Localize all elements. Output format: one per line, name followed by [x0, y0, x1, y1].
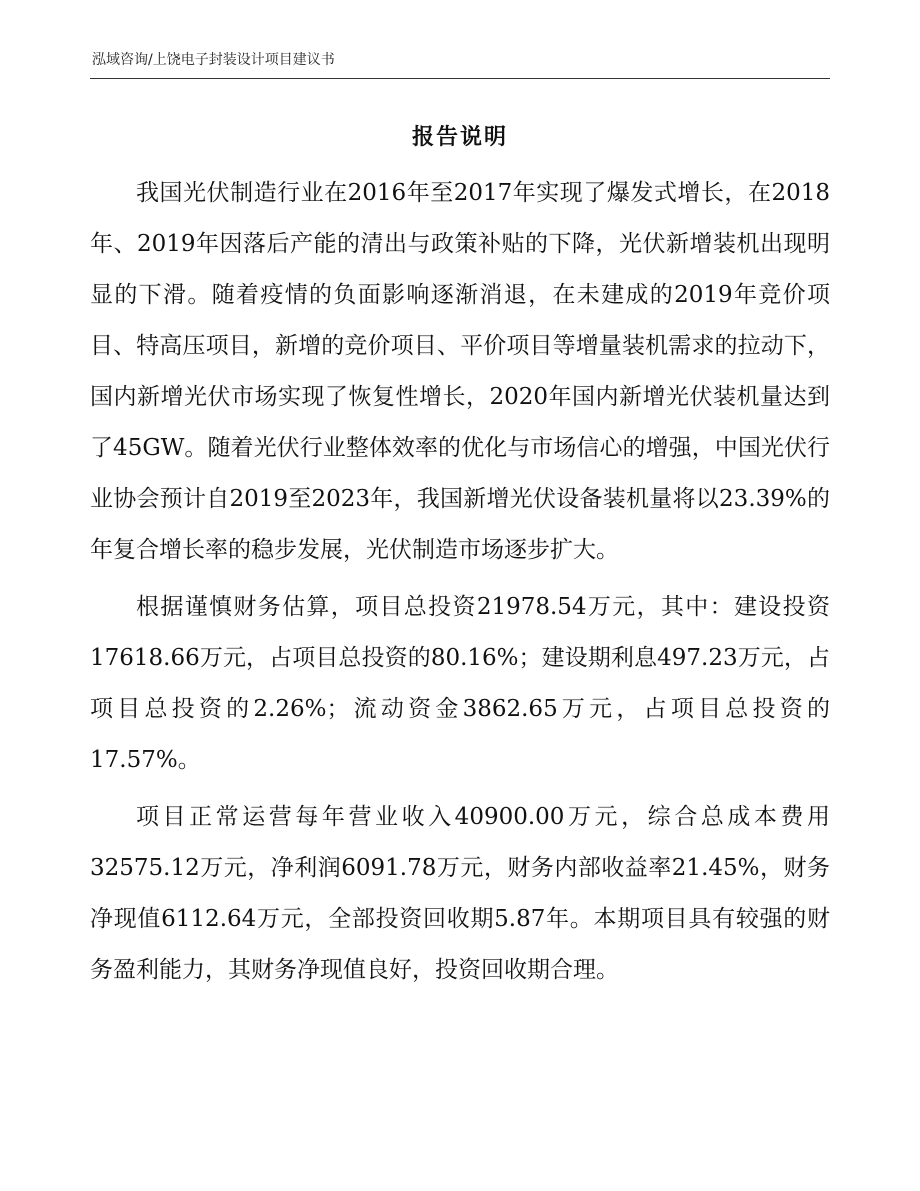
header-divider — [90, 78, 830, 79]
paragraph-investment-estimate: 根据谨慎财务估算，项目总投资21978.54万元，其中：建设投资17618.66万元，占项目总投资的80.16%；建设期利息497.23万元，占项目总投资的2.26%；流动资金3862.65万元，占项目总投资的17.57%。 — [90, 594, 830, 773]
section-title: 报告说明 — [411, 125, 508, 150]
report-body — [90, 168, 830, 996]
paragraph-financial-returns: 项目正常运营每年营业收入40900.00万元，综合总成本费用32575.12万元，净利润6091.78万元，财务内部收益率21.45%，财务净现值6112.64万元，全部投资回收期5.87年。本期项目具有较强的财务盈利能力，其财务净现值良好，投资回收期合理。 — [90, 804, 830, 983]
document-header: 泓域咨询/上饶电子封装设计项目建议书 — [92, 52, 335, 68]
paragraph-industry-overview: 我国光伏制造行业在2016年至2017年实现了爆发式增长，在2018年、2019年因落后产能的清出与政策补贴的下降，光伏新增装机出现明显的下滑。随着疫情的负面影响逐渐消退，在未建成的2019年竞价项目、特高压项目，新增的竞价项目、平价项目等增量装机需求的拉动下，国内新增光伏市场实现了恢复性增长，2020年国内新增光伏装机量达到了45GW。随着光伏行业整体效率的优化与市场信心的增强，中国光伏行业协会预计自2019至2023年，我国新增光伏设备装机量将以23.39%的年复合增长率的稳步发展，光伏制造市场逐步扩大。 — [90, 180, 830, 563]
